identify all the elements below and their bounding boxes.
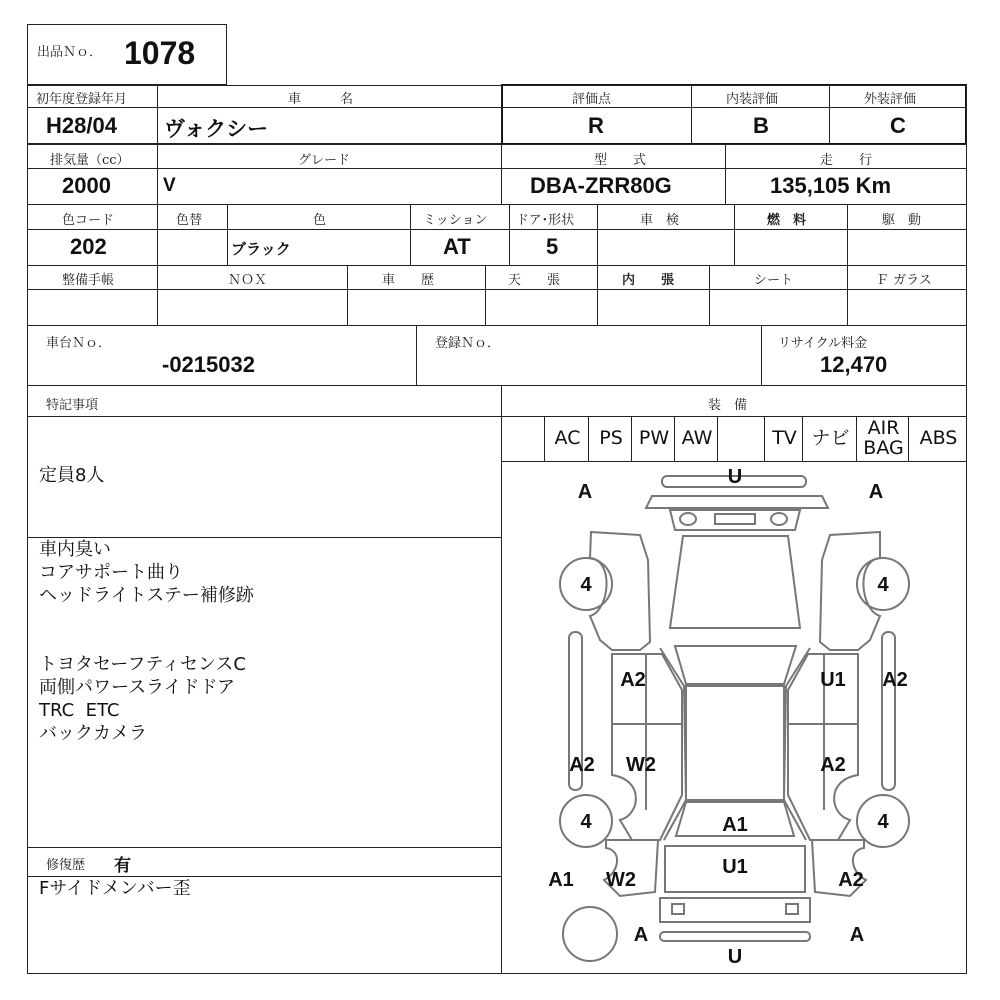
recycle-value: 12,470 xyxy=(820,352,888,377)
seat-label: シート xyxy=(754,273,794,288)
repair-value: 有 xyxy=(114,856,131,875)
equip-item-tv: TV xyxy=(772,427,797,449)
inspection-label: 車 検 xyxy=(640,213,680,228)
mileage-label: 走 行 xyxy=(820,153,873,168)
maint-label: 整備手帳 xyxy=(62,273,115,288)
interior-value: B xyxy=(753,113,769,138)
equip-item-ps: PS xyxy=(599,427,623,449)
reg-label: 初年度登録年月 xyxy=(36,92,128,107)
fuel-label: 燃 料 xyxy=(767,213,807,228)
notes-label: 特記事項 xyxy=(46,398,99,413)
fglass-label: Ｆ ガラス xyxy=(876,273,932,288)
model-value: DBA-ZRR80G xyxy=(530,173,672,198)
exterior-value: C xyxy=(890,113,906,138)
mileage-value: 135,105 Km xyxy=(770,173,892,198)
regno-label: 登録Ｎｏ． xyxy=(435,336,501,351)
tire-label: 4 xyxy=(580,811,592,833)
equip-item-abs: ABS xyxy=(919,427,958,449)
damage-mark: A2 xyxy=(569,754,595,776)
equip-item-ac: AC xyxy=(554,427,581,449)
model-label: 型 式 xyxy=(594,153,647,168)
colorcode-label: 色コード xyxy=(62,213,115,228)
damage-mark: U xyxy=(727,466,743,488)
ceiling-label: 天 張 xyxy=(508,273,561,288)
damage-mark: U1 xyxy=(722,856,748,878)
damage-mark: W2 xyxy=(626,754,656,776)
damage-mark: A2 xyxy=(620,669,646,691)
lot-label: 出品Ｎｏ． xyxy=(37,45,103,60)
spare-tire xyxy=(563,907,617,961)
damage-mark: W2 xyxy=(606,869,636,891)
equip-item-navi: ナビ xyxy=(811,427,850,449)
door-label: ドア･形状 xyxy=(516,213,575,228)
repaint-label: 色替 xyxy=(176,213,203,228)
notes-text-1: 定員8人 xyxy=(39,465,105,486)
name-label: 車 名 xyxy=(288,92,354,107)
color-value: ブラック xyxy=(231,241,291,258)
lot-number: 1078 xyxy=(124,35,196,71)
recycle-label: リサイクル料金 xyxy=(778,336,868,351)
damage-mark: A xyxy=(849,924,865,946)
damage-mark: A xyxy=(868,481,884,503)
damage-mark: A1 xyxy=(548,869,574,891)
damage-mark: U xyxy=(727,946,743,968)
damage-mark: A2 xyxy=(838,869,864,891)
interior-label: 内装評価 xyxy=(726,92,779,107)
disp-value: 2000 xyxy=(62,173,111,198)
chassis-label: 車台Ｎｏ． xyxy=(46,336,112,351)
repair-label: 修復歴 xyxy=(46,858,86,873)
mission-label: ミッション xyxy=(423,213,488,228)
repair-detail: Fサイドメンバー歪 xyxy=(39,878,191,899)
color-label: 色 xyxy=(313,213,327,228)
nox-label: ＮＯＸ xyxy=(228,273,268,288)
grade-label: グレード xyxy=(298,153,351,168)
equip-item-airbag: AIR BAG xyxy=(863,417,904,459)
score-label: 評価点 xyxy=(572,92,612,107)
damage-mark: U1 xyxy=(820,669,846,691)
score-value: R xyxy=(588,113,604,138)
exterior-label: 外装評価 xyxy=(864,92,917,107)
drive-label: 駆 動 xyxy=(882,213,922,228)
damage-mark: A2 xyxy=(882,669,908,691)
chassis-value: -0215032 xyxy=(162,352,255,377)
mission-value: AT xyxy=(443,234,471,259)
damage-mark: A xyxy=(577,481,593,503)
tire-label: 4 xyxy=(877,811,889,833)
grade-value: V xyxy=(163,175,176,196)
damage-mark: A xyxy=(633,924,649,946)
notes-text-2: 車内臭い コアサポート曲り ヘッドライトステー補修跡 トヨタセーフティセンスC 両側パワースライドドア TRC ETC バックカメラ xyxy=(39,539,254,744)
tire-label: 4 xyxy=(877,574,889,596)
colorcode-value: 202 xyxy=(70,234,107,259)
equip-item-aw: AW xyxy=(681,427,713,449)
damage-mark: A1 xyxy=(722,814,748,836)
door-value: 5 xyxy=(546,234,559,259)
equip-label: 装 備 xyxy=(708,398,748,413)
disp-label: 排気量（cc） xyxy=(50,153,130,168)
damage-mark: A2 xyxy=(820,754,846,776)
trim-label: 内 張 xyxy=(622,273,675,288)
history-label: 車 歴 xyxy=(382,273,435,288)
tire-label: 4 xyxy=(580,574,592,596)
car-name: ヴォクシー xyxy=(164,118,269,141)
equip-item-pw: PW xyxy=(638,427,670,449)
reg-value: H28/04 xyxy=(46,113,117,138)
